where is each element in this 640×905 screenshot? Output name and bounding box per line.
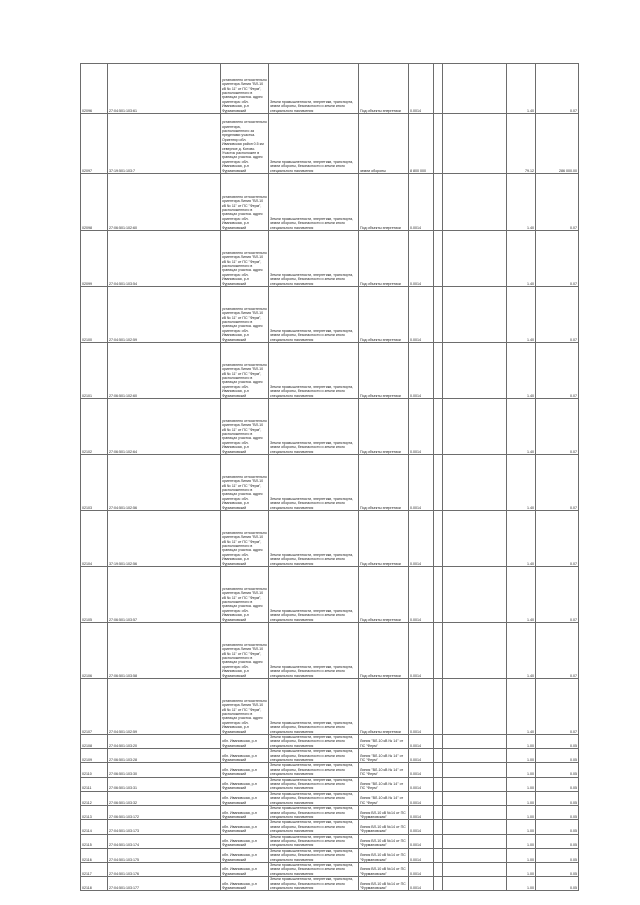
row-number-cell: 02110 <box>81 763 108 777</box>
cadastral-number-cell: 27:06:501:103:28 <box>108 749 221 763</box>
location-cell: установлено относительно ориентира Линия "ВЛ-10 кВ № 11" от ПС "Ферм", расположенного в границах участка. адрес ориентира: обл. Ивановская, р-н Фурмановский <box>221 399 269 455</box>
amount-cell: 0.05 <box>536 848 579 862</box>
spacer-cell <box>434 848 443 862</box>
row-number-cell: 02103 <box>81 455 108 511</box>
value-cell: 1.00 <box>507 834 536 848</box>
spacer-cell <box>434 763 443 777</box>
spacer-cell <box>434 64 443 114</box>
cadastral-number-cell: 27:06:501:103:32 <box>108 791 221 805</box>
area-cell: 0.0014 <box>409 820 434 834</box>
amount-cell: 0.07 <box>536 399 579 455</box>
spacer-cell <box>434 735 443 749</box>
land-category-cell: Земли промышленности, энергетики, транспорта, земли обороны, безопасности и земли иного специального назначения <box>269 679 359 735</box>
value-cell: 1.00 <box>507 749 536 763</box>
permitted-use-cell: Под объекты энергетики <box>359 343 409 399</box>
blank-cell <box>443 763 507 777</box>
location-cell: обл. Ивановская, р-н Фурмановский <box>221 877 269 891</box>
spacer-cell <box>434 777 443 791</box>
area-cell: 0.0014 <box>409 735 434 749</box>
permitted-use-cell: Под объекты энергетики <box>359 287 409 343</box>
amount-cell: 0.07 <box>536 679 579 735</box>
cadastral-number-cell: 37:19:501:103:7 <box>108 114 221 174</box>
cadastral-number-cell: 27:06:501:102:60 <box>108 174 221 231</box>
value-cell: 1.00 <box>507 848 536 862</box>
blank-cell <box>443 114 507 174</box>
area-cell: 0.0014 <box>409 623 434 679</box>
amount-cell: 0.07 <box>536 287 579 343</box>
table-row <box>81 806 579 820</box>
land-category-cell: Земли промышленности, энергетики, транспорта, земли обороны, безопасности и земли иного специального назначения <box>269 848 359 862</box>
land-category-cell: Земли промышленности, энергетики, транспорта, земли обороны, безопасности и земли иного специального назначения <box>269 735 359 749</box>
row-number-cell: 02118 <box>81 877 108 891</box>
blank-cell <box>443 848 507 862</box>
land-category-cell: Земли промышленности, энергетики, транспорта, земли обороны, безопасности и земли иного специального назначения <box>269 777 359 791</box>
cadastral-number-cell: 27:04:501:102:59 <box>108 679 221 735</box>
location-cell: обл. Ивановская, р-н Фурмановский <box>221 749 269 763</box>
permitted-use-cell: Линия ВЛ-10 кВ №14 от ПС "Фурмановская" <box>359 834 409 848</box>
area-cell: 0.0014 <box>409 806 434 820</box>
blank-cell <box>443 64 507 114</box>
value-cell: 1.00 <box>507 820 536 834</box>
spacer-cell <box>434 834 443 848</box>
area-cell: 0.0014 <box>409 679 434 735</box>
spacer-cell <box>434 343 443 399</box>
land-category-cell: Земли промышленности, энергетики, транспорта, земли обороны, безопасности и земли иного специального назначения <box>269 455 359 511</box>
area-cell: 0.0014 <box>409 287 434 343</box>
amount-cell: 0.05 <box>536 791 579 805</box>
value-cell: 1.40 <box>507 567 536 623</box>
area-cell: 0.0014 <box>409 399 434 455</box>
blank-cell <box>443 174 507 231</box>
amount-cell: 0.07 <box>536 343 579 399</box>
land-category-cell: Земли промышленности, энергетики, транспорта, земли обороны, безопасности и земли иного специального назначения <box>269 749 359 763</box>
land-category-cell: Земли промышленности, энергетики, транспорта, земли обороны, безопасности и земли иного специального назначения <box>269 763 359 777</box>
location-cell: обл. Ивановская, р-н Фурмановский <box>221 820 269 834</box>
table-row <box>81 399 579 455</box>
permitted-use-cell: Под объекты энергетики <box>359 455 409 511</box>
cadastral-number-cell: 27:06:501:102:64 <box>108 399 221 455</box>
permitted-use-cell: Линия "ВЛ-10 кВ № 14" от ПС "Ферм" <box>359 735 409 749</box>
row-number-cell: 02105 <box>81 567 108 623</box>
value-cell: 1.00 <box>507 862 536 876</box>
permitted-use-cell: Линия "ВЛ-10 кВ № 14" от ПС "Ферм" <box>359 777 409 791</box>
register-table-body <box>81 64 579 891</box>
land-category-cell: Земли промышленности, энергетики, транспорта, земли обороны, безопасности и земли иного специального назначения <box>269 511 359 567</box>
land-register-table <box>80 63 579 891</box>
land-category-cell: Земли промышленности, энергетики, транспорта, земли обороны, безопасности и земли иного специального назначения <box>269 834 359 848</box>
location-cell: установлено относительно ориентира Линия "ВЛ-10 кВ № 11" от ПС "Ферм", расположенного в границах участка. адрес ориентира: обл. Ивановская, р-н Фурмановский <box>221 174 269 231</box>
row-number-cell: 02113 <box>81 806 108 820</box>
location-cell: обл. Ивановская, р-н Фурмановский <box>221 735 269 749</box>
amount-cell: 0.05 <box>536 862 579 876</box>
amount-cell: 0.05 <box>536 735 579 749</box>
value-cell: 1.40 <box>507 64 536 114</box>
value-cell: 1.40 <box>507 343 536 399</box>
area-cell: 0.0014 <box>409 567 434 623</box>
blank-cell <box>443 455 507 511</box>
location-cell: установлено относительно ориентира Линия "ВЛ-10 кВ № 11" от ПС "Ферм", расположенного в границах участка. адрес ориентира: обл. Ивановская, р-н Фурмановский <box>221 287 269 343</box>
spacer-cell <box>434 567 443 623</box>
location-cell: обл. Ивановская, р-н Фурмановский <box>221 834 269 848</box>
amount-cell: 0.05 <box>536 763 579 777</box>
location-cell: установлено относительно ориентира Линия "ВЛ-10 кВ № 11" от ПС "Ферм", расположенного в границах участка. адрес ориентира: обл. Ивановская, р-н Фурмановский <box>221 343 269 399</box>
row-number-cell: 02099 <box>81 231 108 287</box>
location-cell: обл. Ивановская, р-н Фурмановский <box>221 763 269 777</box>
row-number-cell: 02106 <box>81 623 108 679</box>
table-row <box>81 114 579 174</box>
spacer-cell <box>434 174 443 231</box>
area-cell: 0.0014 <box>409 749 434 763</box>
value-cell: 1.40 <box>507 399 536 455</box>
cadastral-number-cell: 27:06:501:102:60 <box>108 343 221 399</box>
area-cell: 0.0014 <box>409 455 434 511</box>
amount-cell: 0.07 <box>536 455 579 511</box>
blank-cell <box>443 567 507 623</box>
permitted-use-cell: Линия ВЛ-10 кВ №14 от ПС "Фурмановская" <box>359 862 409 876</box>
area-cell: 8 800 000 <box>409 114 434 174</box>
area-cell: 0.0014 <box>409 174 434 231</box>
table-row <box>81 174 579 231</box>
row-number-cell: 02098 <box>81 174 108 231</box>
row-number-cell: 02097 <box>81 114 108 174</box>
row-number-cell: 02116 <box>81 848 108 862</box>
cadastral-number-cell: 27:04:501:103:176 <box>108 862 221 876</box>
cadastral-number-cell: 27:04:501:102:56 <box>108 455 221 511</box>
row-number-cell: 02104 <box>81 511 108 567</box>
spacer-cell <box>434 399 443 455</box>
permitted-use-cell: Под объекты энергетики <box>359 567 409 623</box>
amount-cell: 0.05 <box>536 820 579 834</box>
table-row <box>81 763 579 777</box>
table-row <box>81 777 579 791</box>
row-number-cell: 02111 <box>81 777 108 791</box>
permitted-use-cell: Под объекты энергетики <box>359 174 409 231</box>
table-row <box>81 231 579 287</box>
location-cell: установлено относительно ориентира Линия "ВЛ-10 кВ № 11" от ПС "Ферм", расположенного в границах участка. адрес ориентира: обл. Ивановская, р-н Фурмановский <box>221 567 269 623</box>
permitted-use-cell: Под объекты энергетики <box>359 231 409 287</box>
cadastral-number-cell: 27:06:501:103:31 <box>108 777 221 791</box>
row-number-cell: 02112 <box>81 791 108 805</box>
blank-cell <box>443 862 507 876</box>
table-row <box>81 64 579 114</box>
cadastral-number-cell: 27:04:501:103:54 <box>108 231 221 287</box>
area-cell: 0.0014 <box>409 848 434 862</box>
table-row <box>81 749 579 763</box>
location-cell: установлено относительно ориентира Линия "ВЛ-10 кВ № 11" от ПС "Ферм", расположенного в границах участка. адрес ориентира: обл. Ивановская, р-н Фурмановский <box>221 511 269 567</box>
location-cell: обл. Ивановская, р-н Фурмановский <box>221 791 269 805</box>
row-number-cell: 02107 <box>81 679 108 735</box>
blank-cell <box>443 806 507 820</box>
area-cell: 0.0014 <box>409 763 434 777</box>
amount-cell: 0.07 <box>536 174 579 231</box>
permitted-use-cell: Под объекты энергетики <box>359 679 409 735</box>
value-cell: 1.00 <box>507 763 536 777</box>
amount-cell: 0.05 <box>536 834 579 848</box>
value-cell: 1.40 <box>507 623 536 679</box>
cadastral-number-cell: 27:06:501:103:58 <box>108 623 221 679</box>
location-cell: установлено относительно ориентира Линия "ВЛ-10 кВ № 11" от ПС "Ферм", расположенного в границах участка. адрес ориентира: обл. Ивановская, р-н Фурмановский <box>221 455 269 511</box>
land-category-cell: Земли промышленности, энергетики, транспорта, земли обороны, безопасности и земли иного специального назначения <box>269 343 359 399</box>
row-number-cell: 02102 <box>81 399 108 455</box>
blank-cell <box>443 399 507 455</box>
table-row <box>81 567 579 623</box>
row-number-cell: 02101 <box>81 343 108 399</box>
location-cell: установлено относительно ориентира, расположенного за пределами участка. Ориентир обл. Ивановская район 0.5 км северное д. Котово. Участок расположен в границах участка. адрес ориентира: обл. Ивановская, р-н Фурмановский <box>221 114 269 174</box>
row-number-cell: 02109 <box>81 749 108 763</box>
blank-cell <box>443 749 507 763</box>
permitted-use-cell: Под объекты энергетики <box>359 511 409 567</box>
location-cell: обл. Ивановская, р-н Фурмановский <box>221 848 269 862</box>
permitted-use-cell: земли обороны <box>359 114 409 174</box>
permitted-use-cell: Под объекты энергетики <box>359 399 409 455</box>
amount-cell: 0.05 <box>536 806 579 820</box>
cadastral-number-cell: 27:04:501:103:20 <box>108 735 221 749</box>
area-cell: 0.0014 <box>409 877 434 891</box>
area-cell: 0.0014 <box>409 777 434 791</box>
cadastral-number-cell: 27:04:501:103:174 <box>108 834 221 848</box>
land-category-cell: Земли промышленности, энергетики, транспорта, земли обороны, безопасности и земли иного специального назначения <box>269 231 359 287</box>
area-cell: 0.0014 <box>409 862 434 876</box>
amount-cell: 286 000.00 <box>536 114 579 174</box>
spacer-cell <box>434 623 443 679</box>
table-row <box>81 623 579 679</box>
value-cell: 1.40 <box>507 231 536 287</box>
permitted-use-cell: Линия ВЛ-10 кВ №14 от ПС "Фурмановская" <box>359 848 409 862</box>
value-cell: 1.00 <box>507 735 536 749</box>
land-category-cell: Земли промышленности, энергетики, транспорта, земли обороны, безопасности и земли иного специального назначения <box>269 820 359 834</box>
area-cell: 0.0014 <box>409 231 434 287</box>
cadastral-number-cell: 27:04:501:103:177 <box>108 877 221 891</box>
value-cell: 1.40 <box>507 174 536 231</box>
spacer-cell <box>434 231 443 287</box>
table-row <box>81 287 579 343</box>
permitted-use-cell: Линия "ВЛ-10 кВ № 14" от ПС "Ферм" <box>359 763 409 777</box>
spacer-cell <box>434 287 443 343</box>
blank-cell <box>443 820 507 834</box>
amount-cell: 0.07 <box>536 231 579 287</box>
cadastral-number-cell: 37:19:501:102:56 <box>108 511 221 567</box>
value-cell: 1.40 <box>507 287 536 343</box>
value-cell: 1.00 <box>507 806 536 820</box>
table-row <box>81 820 579 834</box>
land-category-cell: Земли промышленности, энергетики, транспорта, земли обороны, безопасности и земли иного специального назначения <box>269 862 359 876</box>
value-cell: 1.40 <box>507 511 536 567</box>
table-row <box>81 862 579 876</box>
spacer-cell <box>434 877 443 891</box>
row-number-cell: 02096 <box>81 64 108 114</box>
table-row <box>81 834 579 848</box>
blank-cell <box>443 287 507 343</box>
row-number-cell: 02117 <box>81 862 108 876</box>
land-category-cell: Земли промышленности, энергетики, транспорта, земли обороны, безопасности и земли иного специального назначения <box>269 287 359 343</box>
blank-cell <box>443 623 507 679</box>
table-row <box>81 343 579 399</box>
land-category-cell: Земли промышленности, энергетики, транспорта, земли обороны, безопасности и земли иного специального назначения <box>269 399 359 455</box>
amount-cell: 0.07 <box>536 623 579 679</box>
table-row <box>81 735 579 749</box>
area-cell: 0.0014 <box>409 343 434 399</box>
amount-cell: 0.05 <box>536 777 579 791</box>
amount-cell: 0.05 <box>536 749 579 763</box>
area-cell: 0.0014 <box>409 834 434 848</box>
location-cell: установлено относительно ориентира Линия "ВЛ-10 кВ № 11" от ПС "Ферм", расположенного в границах участка. адрес ориентира: обл. Ивановская, р-н Фурмановский <box>221 231 269 287</box>
value-cell: 1.40 <box>507 679 536 735</box>
amount-cell: 0.07 <box>536 511 579 567</box>
row-number-cell: 02108 <box>81 735 108 749</box>
cadastral-number-cell: 27:06:501:103:172 <box>108 806 221 820</box>
cadastral-number-cell: 27:06:501:103:57 <box>108 567 221 623</box>
permitted-use-cell: Под объекты энергетики <box>359 64 409 114</box>
value-cell: 1.00 <box>507 877 536 891</box>
area-cell: 0.0014 <box>409 511 434 567</box>
permitted-use-cell: Линия ВЛ-10 кВ №14 от ПС "Фурмановская" <box>359 877 409 891</box>
value-cell: 1.40 <box>507 455 536 511</box>
spacer-cell <box>434 749 443 763</box>
land-category-cell: Земли промышленности, энергетики, транспорта, земли обороны, безопасности и земли иного специального назначения <box>269 567 359 623</box>
land-category-cell: Земли промышленности, энергетики, транспорта, земли обороны, безопасности и земли иного специального назначения <box>269 623 359 679</box>
land-category-cell: Земли промышленности, энергетики, транспорта, земли обороны, безопасности и земли иного специального назначения <box>269 806 359 820</box>
blank-cell <box>443 511 507 567</box>
row-number-cell: 02114 <box>81 820 108 834</box>
amount-cell: 0.07 <box>536 64 579 114</box>
amount-cell: 0.07 <box>536 567 579 623</box>
row-number-cell: 02100 <box>81 287 108 343</box>
spacer-cell <box>434 511 443 567</box>
permitted-use-cell: Линия ВЛ-10 кВ №14 от ПС "Фурмановская" <box>359 806 409 820</box>
blank-cell <box>443 834 507 848</box>
land-category-cell: Земли промышленности, энергетики, транспорта, земли обороны, безопасности и земли иного специального назначения <box>269 877 359 891</box>
row-number-cell: 02115 <box>81 834 108 848</box>
blank-cell <box>443 791 507 805</box>
location-cell: установлено относительно ориентира Линия "ВЛ-10 кВ № 11" от ПС "Ферм", расположенного в границах участка. адрес ориентира: обл. Ивановская, р-н Фурмановский <box>221 679 269 735</box>
location-cell: обл. Ивановская, р-н Фурмановский <box>221 862 269 876</box>
blank-cell <box>443 679 507 735</box>
blank-cell <box>443 735 507 749</box>
spacer-cell <box>434 455 443 511</box>
table-row <box>81 455 579 511</box>
table-row <box>81 877 579 891</box>
blank-cell <box>443 343 507 399</box>
value-cell: 1.00 <box>507 791 536 805</box>
table-row <box>81 791 579 805</box>
blank-cell <box>443 231 507 287</box>
permitted-use-cell: Линия ВЛ-10 кВ №14 от ПС "Фурмановская" <box>359 820 409 834</box>
spacer-cell <box>434 862 443 876</box>
location-cell: обл. Ивановская, р-н Фурмановский <box>221 777 269 791</box>
spacer-cell <box>434 806 443 820</box>
spacer-cell <box>434 820 443 834</box>
blank-cell <box>443 777 507 791</box>
permitted-use-cell: Линия "ВЛ-10 кВ № 14" от ПС "Ферм" <box>359 749 409 763</box>
amount-cell: 0.05 <box>536 877 579 891</box>
table-row <box>81 679 579 735</box>
land-category-cell: Земли промышленности, энергетики, транспорта, земли обороны, безопасности и земли иного специального назначения <box>269 174 359 231</box>
cadastral-number-cell: 27:06:501:103:30 <box>108 763 221 777</box>
permitted-use-cell: Линия "ВЛ-10 кВ № 14" от ПС "Ферм" <box>359 791 409 805</box>
location-cell: обл. Ивановская, р-н Фурмановский <box>221 806 269 820</box>
area-cell: 0.0014 <box>409 64 434 114</box>
value-cell: 1.00 <box>507 777 536 791</box>
cadastral-number-cell: 27:04:501:102:59 <box>108 287 221 343</box>
location-cell: установлено относительно ориентира Линия "ВЛ-10 кВ № 11" от ПС "Ферм", расположенного в границах участка. адрес ориентира: обл. Ивановская, р-н Фурмановский <box>221 623 269 679</box>
value-cell: 79.12 <box>507 114 536 174</box>
cadastral-number-cell: 27:04:501:103:61 <box>108 64 221 114</box>
land-category-cell: Земли промышленности, энергетики, транспорта, земли обороны, безопасности и земли иного специального назначения <box>269 791 359 805</box>
spacer-cell <box>434 679 443 735</box>
cadastral-number-cell: 27:04:501:103:173 <box>108 820 221 834</box>
spacer-cell <box>434 791 443 805</box>
table-row <box>81 848 579 862</box>
permitted-use-cell: Под объекты энергетики <box>359 623 409 679</box>
land-category-cell: Земли промышленности, энергетики, транспорта, земли обороны, безопасности и земли иного специального назначения <box>269 64 359 114</box>
table-row <box>81 511 579 567</box>
land-category-cell: Земли промышленности, энергетики, транспорта, земли обороны, безопасности и земли иного специального назначения <box>269 114 359 174</box>
blank-cell <box>443 877 507 891</box>
spacer-cell <box>434 114 443 174</box>
cadastral-number-cell: 27:04:501:103:175 <box>108 848 221 862</box>
location-cell: установлено относительно ориентира Линия "ВЛ-10 кВ № 11" от ПС "Ферм", расположенного в границах участка. адрес ориентира: обл. Ивановская, р-н Фурмановский <box>221 64 269 114</box>
area-cell: 0.0014 <box>409 791 434 805</box>
